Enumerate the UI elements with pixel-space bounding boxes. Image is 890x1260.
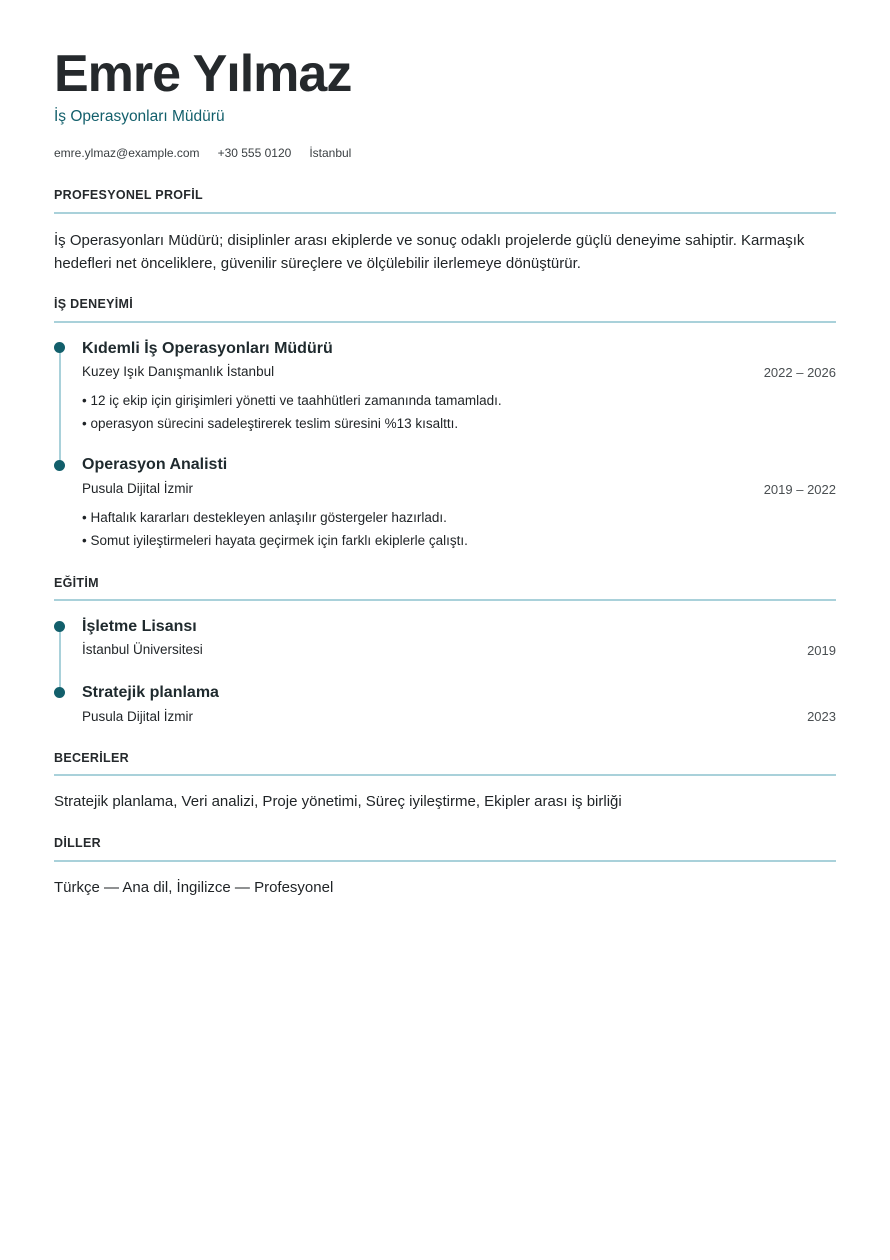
section-rule (54, 212, 836, 214)
education-org: İstanbul Üniversitesi (82, 642, 203, 657)
experience-date: 2019 – 2022 (763, 482, 836, 497)
education-date: 2023 (807, 709, 836, 724)
section-title-skills: BECERİLER (54, 751, 129, 765)
contact-row (54, 146, 351, 160)
experience-bullet: • Haftalık kararları destekleyen anlaşılır göstergeler hazırladı. (82, 510, 447, 525)
section-rule (54, 774, 836, 776)
section-title-education: EĞİTİM (54, 576, 99, 590)
contact-city: İstanbul (309, 146, 352, 160)
experience-bullet: • Somut iyileştirmeleri hayata geçirmek için farklı ekiplerle çalıştı. (82, 533, 468, 548)
experience-timeline (59, 348, 61, 466)
timeline-dot (54, 460, 65, 471)
timeline-dot (54, 621, 65, 632)
candidate-name: Emre Yılmaz (54, 45, 352, 103)
education-timeline (59, 627, 61, 693)
section-rule (54, 599, 836, 601)
experience-title: Operasyon Analisti (82, 456, 228, 473)
experience-org: Pusula Dijital İzmir (82, 481, 194, 496)
education-date: 2019 (807, 643, 836, 658)
contact-email[interactable]: emre.ylmaz@example.com (54, 146, 200, 160)
experience-bullet: • operasyon sürecini sadeleştirerek teslim süresini %13 kısalttı. (82, 416, 459, 431)
experience-bullet: • 12 iç ekip için girişimleri yönetti ve taahhütleri zamanında tamamladı. (82, 393, 502, 408)
languages-text: Türkçe — Ana dil, İngilizce — Profesyonel (54, 879, 334, 896)
skills-text: Stratejik planlama, Veri analizi, Proje yönetimi, Süreç iyileştirme, Ekipler arası iş birliği (54, 793, 622, 810)
experience-date: 2022 – 2026 (763, 365, 836, 380)
profile-summary (54, 229, 836, 275)
section-title-profile: PROFESYONEL PROFİL (54, 188, 203, 202)
candidate-role: İş Operasyonları Müdürü (54, 108, 225, 125)
contact-phone[interactable]: +30 555 0120 (217, 146, 292, 160)
section-title-experience: İŞ DENEYİMİ (54, 297, 134, 311)
experience-org: Kuzey Işık Danışmanlık İstanbul (82, 364, 275, 379)
education-org: Pusula Dijital İzmir (82, 709, 194, 724)
section-rule (54, 321, 836, 323)
section-title-languages: DİLLER (54, 836, 101, 850)
experience-title: Kıdemli İş Operasyonları Müdürü (82, 340, 333, 357)
profile-line: İş Operasyonları Müdürü; disiplinler arası ekiplerde ve sonuç odaklı projelerde güçlü deneyime sahiptir. Karmaşık (54, 232, 805, 249)
timeline-dot (54, 342, 65, 353)
education-title: Stratejik planlama (82, 684, 219, 701)
profile-line: hedefleri net önceliklere, güvenilir süreçlere ve ölçülebilir ilerlemeye dönüştürür. (54, 255, 581, 272)
section-rule (54, 860, 836, 862)
education-title: İşletme Lisansı (82, 618, 197, 635)
timeline-dot (54, 687, 65, 698)
